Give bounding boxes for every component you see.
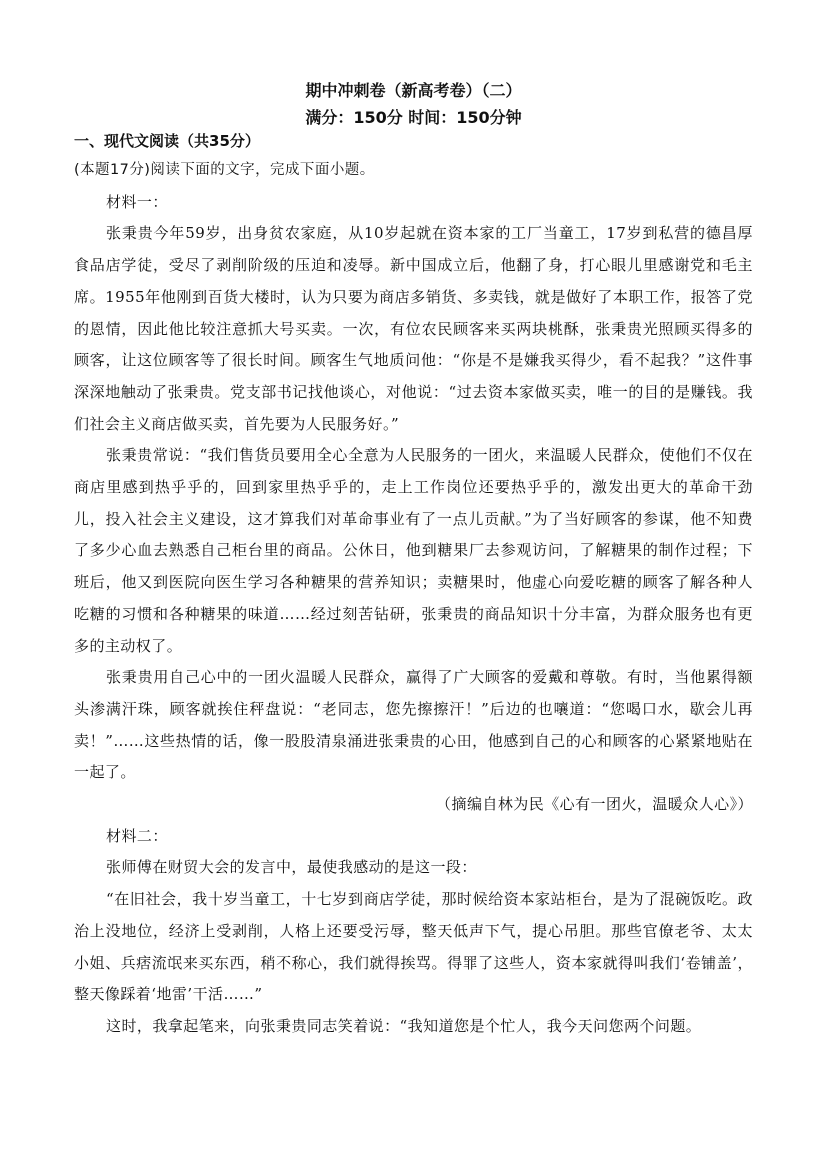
material1-label: 材料一： [106,192,168,211]
material2-paragraph-2: “在旧社会，我十岁当童工，十七岁到商店学徒，那时候给资本家站柜台，是为了混碗饭吃。政治上没地位，经济上受剥削，人格上还要受污辱，整天低声下气，提心吊胆。那些官僚老爷、太太小姐、兵痞流氓来买东西，稍不称心，我们就得挨骂。得罪了这些人，资本家就得叫我们‘卷铺盖’，整天像踩着‘地雷’干活……” [74,890,753,1004]
exam-title: 期中冲刺卷（新高考卷）（二） [305,81,522,100]
material2-paragraph-3: 这时，我拿起笔来，向张秉贵同志笑着说：“我知道您是个忙人，我今天问您两个问题。 [106,1016,702,1035]
material1-paragraph-3: 张秉贵用自己心中的一团火温暖人民群众，赢得了广大顾客的爱戴和尊敬。有时，当他累得额头渗满汗珠，顾客就挨住秤盘说：“老同志，您先擦擦汗！”后边的也嚷道：“您喝口水，歇会儿再卖！”……这些热情的话，像一股股清泉涌进张秉贵的心田，他感到自己的心和顾客的心紧紧地贴在一起了。 [74,668,753,782]
material2-label: 材料二： [106,826,168,845]
exam-score-time: 满分：150分 时间：150分钟 [305,108,522,127]
material1-paragraph-2: 张秉贵常说：“我们售货员要用全心全意为人民服务的一团火，来温暖人民群众，使他们不仅在商店里感到热乎乎的，回到家里热乎乎的，走上工作岗位还要热乎乎的，激发出更大的革命干劲儿，投入社会主义建设，这才算我们对革命事业有了一点儿贡献。”为了当好顾客的参谋，他不知费了多少心血去熟悉自己柜台里的商品。公休日，他到糖果厂去参观访问，了解糖果的制作过程；下班后，他又到医院向医生学习各种糖果的营养知识；卖糖果时，他虚心向爱吃糖的顾客了解各种人吃糖的习惯和各种糖果的味道……经过刻苦钻研，张秉贵的商品知识十分丰富，为群众服务也有更多的主动权了。 [74,446,753,655]
material2-paragraph-1: 张师傅在财贸大会的发言中，最使我感动的是这一段： [106,858,477,877]
material1-paragraph-1: 张秉贵今年59岁，出身贫农家庭，从10岁起就在资本家的工厂当童工，17岁到私营的德昌厚食品店学徒，受尽了剥削阶级的压迫和凌辱。新中国成立后，他翻了身，打心眼儿里感谢党和毛主席。1955年他刚到百货大楼时，认为只要为商店多销货、多卖钱，就是做好了本职工作，报答了党的恩情，因此他比较注意抓大号买卖。一次，有位农民顾客来买两块桃酥，张秉贵光照顾买得多的顾客，让这位顾客等了很长时间。顾客生气地质问他：“你是不是嫌我买得少，看不起我？”这件事深深地触动了张秉贵。党支部书记找他谈心，对他说：“过去资本家做买卖，唯一的目的是赚钱。我们社会主义商店做买卖，首先要为人民服务好。” [74,224,753,433]
section-heading: 一、现代文阅读（共35分） [74,132,260,150]
question-instruction: (本题17分)阅读下面的文字，完成下面小题。 [74,162,375,178]
reading-passage [74,155,753,1043]
material1-source: （摘编自林为民《心有一团火，温暖众人心》） [436,795,753,814]
